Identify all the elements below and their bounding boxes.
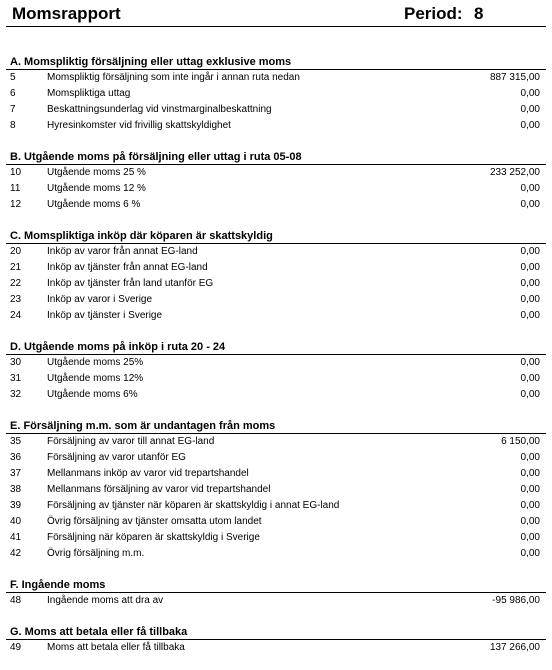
row-amount: 0,00 (520, 389, 540, 400)
row-amount: -95 986,00 (492, 595, 540, 606)
report-row (0, 166, 552, 182)
row-label: Inköp av varor från annat EG-land (47, 246, 198, 257)
row-number: 40 (10, 516, 22, 527)
section-divider (6, 354, 546, 355)
row-label: Mellanmans inköp av varor vid trepartshandel (47, 468, 249, 479)
row-label: Inköp av tjänster från land utanför EG (47, 278, 214, 289)
row-label: Försäljning av varor till annat EG-land (47, 436, 215, 447)
row-number: 22 (10, 278, 22, 289)
row-number: 30 (10, 357, 22, 368)
row-number: 12 (10, 199, 22, 210)
section-divider (6, 592, 546, 593)
row-number: 10 (10, 167, 22, 178)
row-label: Övrig försäljning av tjänster omsatta utom landet (47, 516, 262, 527)
report-row (0, 71, 552, 87)
section-divider (6, 69, 546, 70)
row-label: Inköp av tjänster från annat EG-land (47, 262, 208, 273)
row-label: Utgående moms 25 % (47, 167, 146, 178)
report-row (0, 293, 552, 309)
section-divider (6, 433, 546, 434)
report-row (0, 641, 552, 657)
row-amount: 0,00 (520, 310, 540, 321)
section-title: C. Momspliktiga inköp där köparen är skattskyldig (10, 230, 273, 242)
header-divider (6, 26, 546, 27)
row-amount: 0,00 (520, 294, 540, 305)
report-row (0, 531, 552, 547)
row-number: 23 (10, 294, 22, 305)
row-number: 31 (10, 373, 22, 384)
section-title: B. Utgående moms på försäljning eller uttag i ruta 05-08 (10, 151, 302, 163)
row-label: Försäljning av tjänster när köparen är skattskyldig i annat EG-land (47, 500, 340, 511)
row-amount: 0,00 (520, 468, 540, 479)
row-amount: 0,00 (520, 88, 540, 99)
row-number: 48 (10, 595, 22, 606)
row-amount: 0,00 (520, 548, 540, 559)
report-row (0, 594, 552, 610)
row-label: Utgående moms 12 % (47, 183, 146, 194)
row-amount: 6 150,00 (501, 436, 540, 447)
report-title: Momsrapport (12, 4, 121, 23)
row-amount: 0,00 (520, 262, 540, 273)
section-title: F. Ingående moms (10, 579, 106, 591)
row-number: 38 (10, 484, 22, 495)
report-row (0, 245, 552, 261)
row-label: Inköp av varor i Sverige (47, 294, 153, 305)
row-amount: 0,00 (520, 246, 540, 257)
section-title: D. Utgående moms på inköp i ruta 20 - 24 (10, 341, 226, 353)
report-row (0, 277, 552, 293)
report-row (0, 451, 552, 467)
row-number: 11 (10, 183, 21, 194)
section-title: G. Moms att betala eller få tillbaka (10, 626, 188, 638)
row-number: 41 (10, 532, 22, 543)
report-row (0, 483, 552, 499)
row-number: 8 (10, 120, 16, 131)
report-row (0, 435, 552, 451)
report-row (0, 182, 552, 198)
row-number: 5 (10, 72, 16, 83)
row-amount: 137 266,00 (489, 642, 540, 653)
report-row (0, 309, 552, 325)
row-number: 39 (10, 500, 22, 511)
report-row (0, 261, 552, 277)
row-amount: 887 315,00 (489, 72, 540, 83)
report-row (0, 198, 552, 214)
row-label: Utgående moms 6 % (47, 199, 141, 210)
row-amount: 0,00 (520, 516, 540, 527)
row-label: Beskattningsunderlag vid vinstmarginalbeskattning (47, 104, 272, 115)
row-amount: 0,00 (520, 373, 540, 384)
row-number: 42 (10, 548, 22, 559)
row-amount: 0,00 (520, 452, 540, 463)
row-amount: 233 252,00 (489, 167, 540, 178)
row-number: 6 (10, 88, 16, 99)
row-label: Mellanmans försäljning av varor vid trepartshandel (47, 484, 271, 495)
section-divider (6, 164, 546, 165)
row-number: 36 (10, 452, 22, 463)
row-number: 24 (10, 310, 22, 321)
report-row (0, 467, 552, 483)
report-row (0, 515, 552, 531)
row-label: Utgående moms 12% (47, 373, 144, 384)
section-divider (6, 243, 546, 244)
row-number: 37 (10, 468, 22, 479)
report-row (0, 372, 552, 388)
report-row (0, 356, 552, 372)
report-row (0, 87, 552, 103)
section-title: E. Försäljning m.m. som är undantagen från moms (10, 420, 276, 432)
row-number: 7 (10, 104, 16, 115)
row-label: Utgående moms 6% (47, 389, 138, 400)
period-value: 8 (474, 4, 484, 23)
row-label: Försäljning av varor utanför EG (47, 452, 186, 463)
row-amount: 0,00 (520, 199, 540, 210)
row-amount: 0,00 (520, 532, 540, 543)
row-number: 21 (10, 262, 22, 273)
row-label: Övrig försäljning m.m. (47, 548, 145, 559)
report-row (0, 119, 552, 135)
row-amount: 0,00 (520, 183, 540, 194)
row-label: Ingående moms att dra av (47, 595, 164, 606)
section-title: A. Momspliktig försäljning eller uttag exklusive moms (10, 56, 292, 68)
row-label: Hyresinkomster vid frivillig skattskyldighet (47, 120, 231, 131)
report-header (0, 0, 552, 30)
row-label: Utgående moms 25% (47, 357, 144, 368)
row-label: Momspliktiga uttag (47, 88, 131, 99)
period-label: Period: (404, 4, 463, 23)
report-row (0, 499, 552, 515)
row-amount: 0,00 (520, 484, 540, 495)
row-label: Försäljning när köparen är skattskyldig i Sverige (47, 532, 260, 543)
row-label: Momspliktig försäljning som inte ingår i annan ruta nedan (47, 72, 300, 83)
row-amount: 0,00 (520, 357, 540, 368)
row-number: 49 (10, 642, 22, 653)
row-label: Inköp av tjänster i Sverige (47, 310, 163, 321)
report-row (0, 103, 552, 119)
row-number: 20 (10, 246, 22, 257)
row-amount: 0,00 (520, 278, 540, 289)
report-row (0, 547, 552, 563)
row-number: 32 (10, 389, 22, 400)
section-divider (6, 639, 546, 640)
row-amount: 0,00 (520, 500, 540, 511)
report-row (0, 388, 552, 404)
row-amount: 0,00 (520, 120, 540, 131)
row-number: 35 (10, 436, 22, 447)
row-amount: 0,00 (520, 104, 540, 115)
row-label: Moms att betala eller få tillbaka (47, 642, 185, 653)
